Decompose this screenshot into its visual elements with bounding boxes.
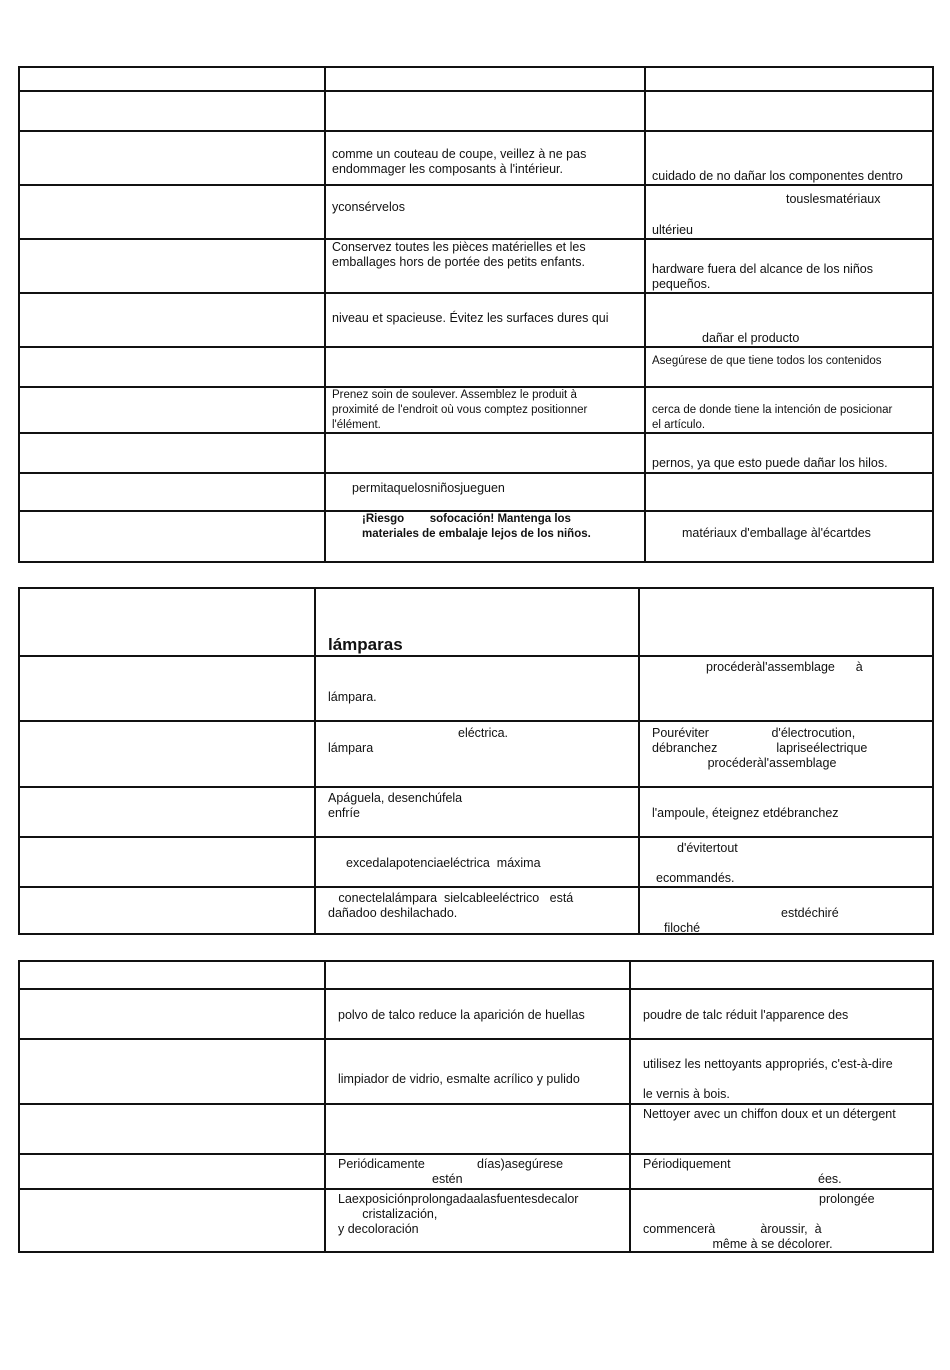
table-row	[20, 90, 932, 130]
cell-french: filoché	[664, 921, 701, 935]
table-row	[20, 238, 932, 292]
table-row	[20, 1153, 932, 1188]
cell-french: d'évitertout	[677, 841, 738, 855]
cell-french: comme un couteau de coupe, veillez à ne pas endommager les composants à l'intérieur.	[332, 147, 587, 176]
cell-spanish: hardware fuera del alcance de los niños pequeños.	[652, 262, 873, 291]
cell-french: Nettoyer avec un chiffon doux et un détergent	[643, 1107, 896, 1121]
cell-french: Pouréviter d'électrocution, débranchez lapriseélectrique procéderàl'assemblage	[652, 726, 868, 770]
table-row	[20, 68, 932, 91]
cell-french: yconsérvelos	[332, 200, 405, 214]
table-row	[20, 292, 932, 346]
cell-french: utilisez les nettoyants appropriés, c'est-à-dire	[643, 1057, 893, 1071]
cell-french: niveau et spacieuse. Évitez les surfaces dures qui	[332, 311, 609, 325]
cell-french: estdéchiré	[781, 906, 839, 920]
cell-spanish: dañar el producto	[702, 331, 800, 345]
warning-text: ¡Riesgo sofocación! Mantenga los materiales de embalaje lejos de los niños.	[362, 513, 591, 540]
cell-spanish: ultérieu	[652, 223, 693, 237]
cell-spanish: estén	[432, 1172, 463, 1186]
cell-spanish: limpiador de vidrio, esmalte acrílico y pulido	[338, 1072, 580, 1086]
table-lamp-safety	[18, 587, 934, 935]
table-row	[20, 184, 932, 238]
cell-french: matériaux d'emballage àl'écartdes	[682, 526, 871, 540]
cell-spanish: lámpara	[328, 741, 374, 755]
table-row	[20, 1038, 932, 1103]
cell-spanish: Asegúrese de que tiene todos los contenidos	[652, 355, 882, 367]
section-heading: lámparas	[328, 635, 403, 654]
cell-spanish: eléctrica.	[458, 726, 509, 740]
cell-spanish: polvo de talco reduce la aparición de huellas	[338, 1008, 585, 1022]
table-row	[20, 988, 932, 1038]
table-row	[20, 346, 932, 386]
cell-french: permitaquelosniñosjueguen	[352, 481, 505, 495]
cell-french: ées.	[818, 1172, 842, 1186]
table-care-cleaning	[18, 960, 934, 1253]
table-row	[20, 130, 932, 184]
table-row	[20, 836, 932, 886]
cell-spanish: conectelalámpara sielcableeléctrico está dañadoo deshilachado.	[328, 891, 574, 920]
table-row	[20, 1188, 932, 1253]
table-row	[20, 655, 932, 720]
cell-french: Périodiquement	[643, 1157, 731, 1171]
cell-spanish: Periódicamente días)asegúrese	[338, 1157, 564, 1171]
cell-french: poudre de talc réduit l'apparence des	[643, 1008, 849, 1022]
table-row	[20, 786, 932, 836]
cell-french: Conservez toutes les pièces matérielles et les emballages hors de portée des petits enfants.	[332, 240, 586, 269]
cell-french: procéderàl'assemblage à	[706, 660, 863, 674]
cell-spanish: excedalapotenciaeléctrica máxima	[346, 856, 541, 870]
cell-french: commencerà àroussir, à même à se décolorer.	[643, 1222, 833, 1251]
cell-spanish: cerca de donde tiene la intención de posicionar el artículo.	[652, 404, 893, 431]
table-row	[20, 720, 932, 786]
table-row	[20, 589, 932, 655]
cell-spanish: Apáguela, desenchúfela enfríe	[328, 791, 463, 820]
cell-spanish: lámpara.	[328, 690, 377, 704]
cell-french: Prenez soin de soulever. Assemblez le produit à proximité de l'endroit où vous comptez positionner l'élément.	[332, 389, 588, 431]
table-row	[20, 386, 932, 432]
cell-spanish: cuidado de no dañar los componentes dentro	[652, 169, 903, 183]
cell-french: le vernis à bois.	[643, 1087, 730, 1101]
cell-spanish: pernos, ya que esto puede dañar los hilos.	[652, 456, 888, 470]
table-row	[20, 1103, 932, 1153]
table-safety-instructions	[18, 66, 934, 563]
cell-french: prolongée	[819, 1192, 875, 1206]
cell-spanish: touslesmatériaux	[786, 192, 881, 206]
table-row	[20, 886, 932, 935]
cell-spanish: Laexposiciónprolongadaalasfuentesdecalor cristalización, y decoloración	[338, 1192, 579, 1236]
cell-french: ecommandés.	[656, 871, 735, 885]
cell-french: l'ampoule, éteignez etdébranchez	[652, 806, 839, 820]
table-row	[20, 472, 932, 510]
table-row	[20, 432, 932, 472]
table-row	[20, 510, 932, 563]
table-row	[20, 962, 932, 988]
